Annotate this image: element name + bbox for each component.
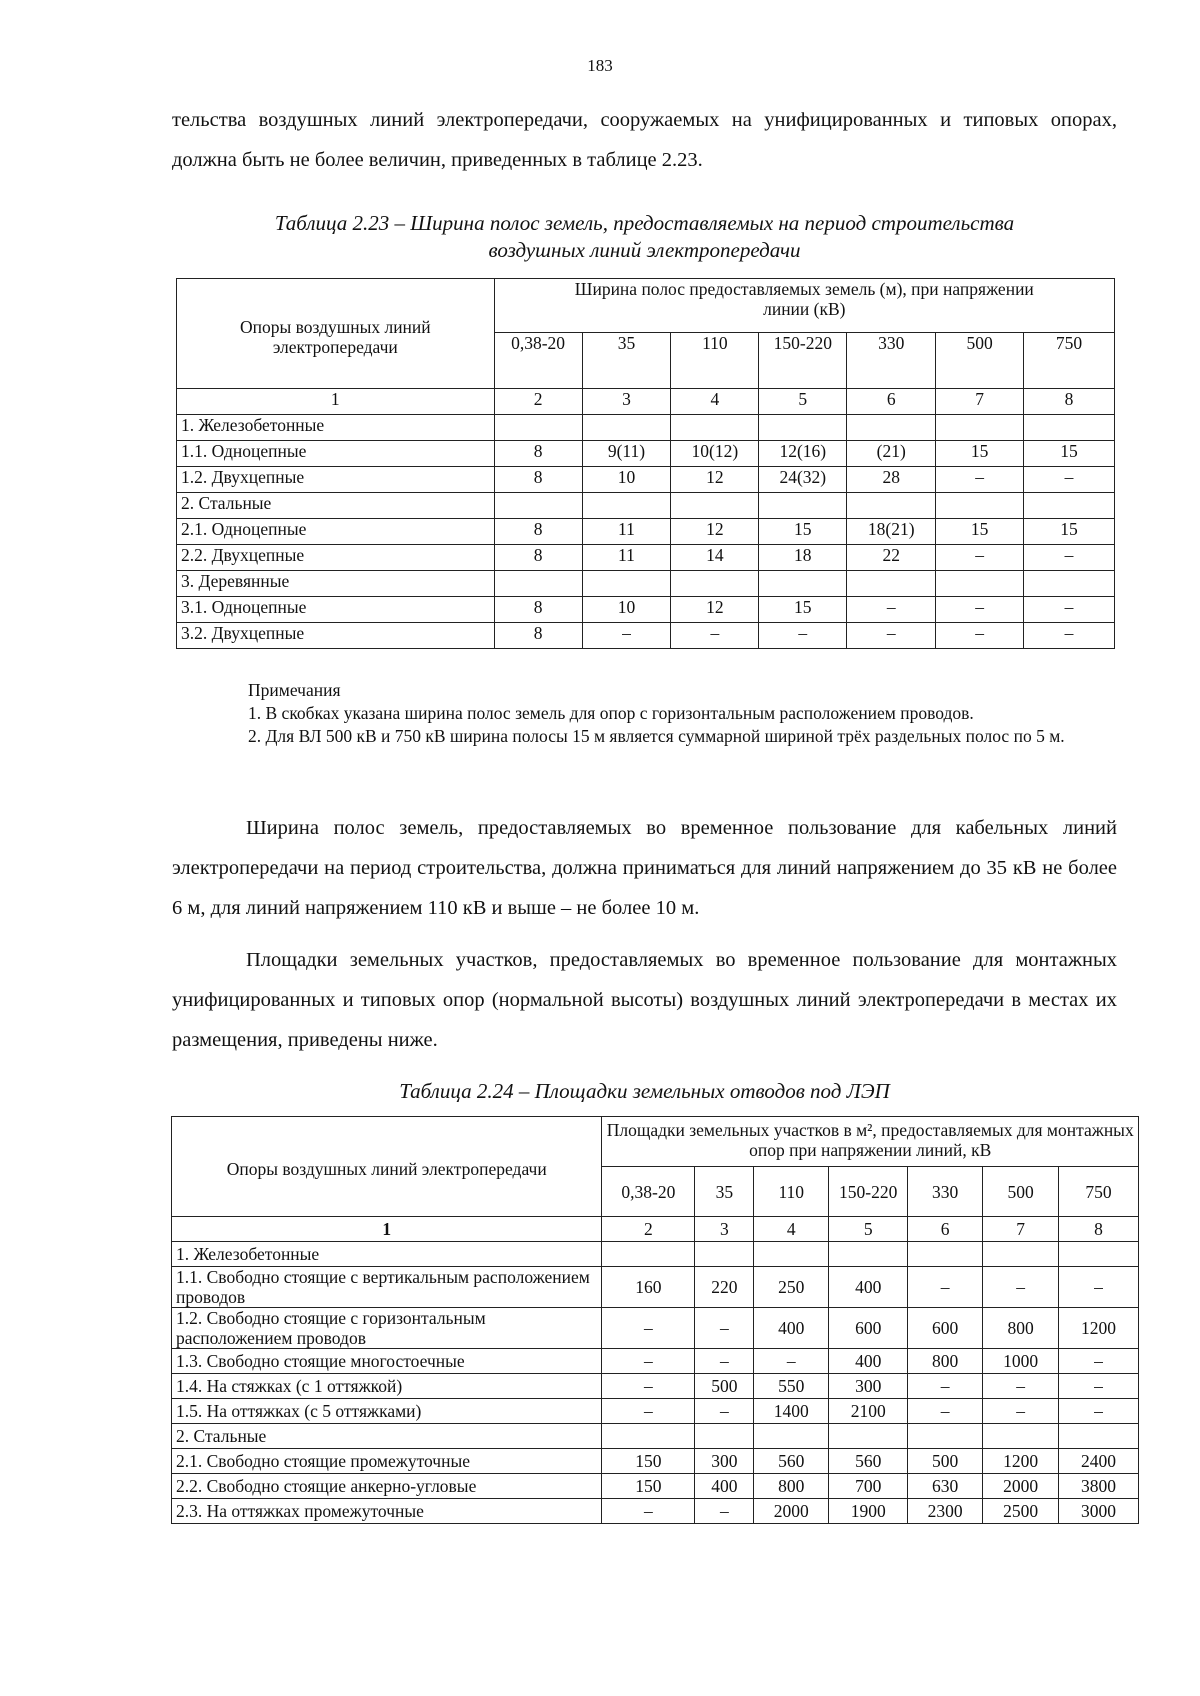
table-cell: [908, 1424, 983, 1449]
table-cell: 8: [494, 467, 582, 493]
row-label: 1.4. На стяжках (с 1 оттяжкой): [172, 1374, 602, 1399]
table-cell: [695, 1242, 754, 1267]
table-cell: –: [1059, 1349, 1139, 1374]
table-cell: 2300: [908, 1499, 983, 1524]
table-cell: 12: [671, 519, 759, 545]
table-cell: –: [1024, 467, 1115, 493]
table-cell: –: [936, 597, 1024, 623]
table-row: [172, 1449, 1139, 1474]
table-cell: 12: [671, 597, 759, 623]
table-row: [172, 1308, 1139, 1349]
table-cell: –: [847, 597, 936, 623]
t1-column-number: 2: [494, 389, 582, 415]
table1-header-group: Ширина полос предоставляемых земель (м), при напряжении линии (кВ): [494, 279, 1114, 333]
t2-column-number: 3: [695, 1217, 754, 1242]
table-cell: 400: [829, 1349, 908, 1374]
table-cell: [602, 1242, 695, 1267]
table-row: [177, 623, 1115, 649]
t2-column-number: 1: [172, 1217, 602, 1242]
table-cell: [759, 571, 847, 597]
table1-caption-line1: Таблица 2.23 – Ширина полос земель, предоставляемых на период строительства: [274, 211, 1015, 235]
row-label: 2.2. Свободно стоящие анкерно-угловые: [172, 1474, 602, 1499]
table-cell: [983, 1424, 1059, 1449]
t1-voltage-header: 750: [1024, 333, 1115, 389]
table-cell: 400: [829, 1267, 908, 1308]
table-land-strip-width: [176, 278, 1115, 649]
table-cell: 1400: [754, 1399, 829, 1424]
t2-column-number: 8: [1059, 1217, 1139, 1242]
table-cell: [759, 415, 847, 441]
table-cell: [1059, 1242, 1139, 1267]
table-cell: [1024, 571, 1115, 597]
table-row: [177, 415, 1115, 441]
table-cell: –: [1024, 597, 1115, 623]
row-label: 3.1. Одноцепные: [177, 597, 495, 623]
t1-voltage-header: 110: [671, 333, 759, 389]
t1-voltage-header: 150-220: [759, 333, 847, 389]
table-cell: –: [847, 623, 936, 649]
table-cell: –: [983, 1267, 1059, 1308]
t2-voltage-header: 110: [754, 1167, 829, 1217]
row-label: 2.1. Свободно стоящие промежуточные: [172, 1449, 602, 1474]
table-cell: 11: [582, 519, 671, 545]
table1-caption-line2: воздушных линий электропередачи: [488, 238, 801, 262]
table-cell: 550: [754, 1374, 829, 1399]
table2-caption: Таблица 2.24 – Площадки земельных отводов под ЛЭП: [399, 1079, 890, 1103]
row-label: 2.2. Двухцепные: [177, 545, 495, 571]
table-cell: 8: [494, 441, 582, 467]
table-cell: –: [908, 1267, 983, 1308]
table-cell: –: [695, 1349, 754, 1374]
table-cell: –: [602, 1308, 695, 1349]
table-row: [177, 467, 1115, 493]
table-cell: –: [602, 1499, 695, 1524]
table-cell: [754, 1242, 829, 1267]
table-cell: [671, 571, 759, 597]
table-cell: [602, 1424, 695, 1449]
paragraph-cable-lines: Ширина полос земель, предоставляемых во временное пользование для кабельных линий электропередачи на период строительства, должна приниматься для линий напряжением до 35 кВ не более 6 м, для линий напряжением 110 кВ и выше – не более 10 м.: [172, 817, 1117, 919]
row-label: 1.2. Свободно стоящие с горизонтальным расположением проводов: [172, 1308, 602, 1349]
t2-column-number: 4: [754, 1217, 829, 1242]
table-row: [172, 1267, 1139, 1308]
table-cell: 1000: [983, 1349, 1059, 1374]
table-cell: [847, 571, 936, 597]
table-cell: 15: [1024, 441, 1115, 467]
table-cell: 15: [759, 519, 847, 545]
paragraph-sites: Площадки земельных участков, предоставляемых во временное пользование для монтажных унифицированных и типовых опор (нормальной высоты) воздушных линий электропередачи в местах их размещения, приведены ниже.: [172, 949, 1117, 1051]
table-cell: [671, 493, 759, 519]
table-cell: 8: [494, 519, 582, 545]
table-cell: [829, 1242, 908, 1267]
table-cell: 8: [494, 545, 582, 571]
table-cell: –: [695, 1308, 754, 1349]
table-cell: 560: [829, 1449, 908, 1474]
table2-header-group: Площадки земельных участков в м², предоставляемых для монтажных опор при напряжении линий, кВ: [602, 1117, 1139, 1167]
table-cell: –: [602, 1349, 695, 1374]
table-cell: 600: [908, 1308, 983, 1349]
row-label: 2. Стальные: [177, 493, 495, 519]
table-cell: 9(11): [582, 441, 671, 467]
table-cell: 500: [695, 1374, 754, 1399]
table-cell: 700: [829, 1474, 908, 1499]
table-row: [177, 545, 1115, 571]
row-label: 2.3. На оттяжках промежуточные: [172, 1499, 602, 1524]
table-cell: 28: [847, 467, 936, 493]
table-cell: 8: [494, 597, 582, 623]
t1-column-number: 6: [847, 389, 936, 415]
row-label: 1.5. На оттяжках (с 5 оттяжками): [172, 1399, 602, 1424]
table-cell: [1024, 415, 1115, 441]
row-label: 3. Деревянные: [177, 571, 495, 597]
row-label: 3.2. Двухцепные: [177, 623, 495, 649]
table1-caption: [172, 210, 1117, 264]
t2-voltage-header: 500: [983, 1167, 1059, 1217]
table-row: [177, 519, 1115, 545]
table2-header-supports: Опоры воздушных линий электропередачи: [172, 1117, 602, 1217]
t1-column-number: 1: [177, 389, 495, 415]
table-cell: 300: [695, 1449, 754, 1474]
table-cell: 800: [908, 1349, 983, 1374]
table-cell: [582, 571, 671, 597]
table-cell: –: [1059, 1399, 1139, 1424]
table-cell: 150: [602, 1474, 695, 1499]
t1-column-number: 8: [1024, 389, 1115, 415]
row-label: 2.1. Одноцепные: [177, 519, 495, 545]
table-cell: 15: [759, 597, 847, 623]
table-cell: 500: [908, 1449, 983, 1474]
t2-column-number: 6: [908, 1217, 983, 1242]
table-cell: 10: [582, 597, 671, 623]
t2-voltage-header: 35: [695, 1167, 754, 1217]
table-cell: 2000: [754, 1499, 829, 1524]
table-row: [172, 1399, 1139, 1424]
table-cell: [695, 1424, 754, 1449]
table-cell: [582, 493, 671, 519]
note-1: 1. В скобках указана ширина полос земель для опор с горизонтальным расположением проводов.: [248, 703, 974, 723]
table-cell: 12(16): [759, 441, 847, 467]
table-cell: –: [695, 1399, 754, 1424]
table-cell: [1059, 1424, 1139, 1449]
table-cell: [829, 1424, 908, 1449]
table-row: [172, 1349, 1139, 1374]
table-cell: –: [1059, 1374, 1139, 1399]
table-cell: [494, 493, 582, 519]
t2-column-number: 5: [829, 1217, 908, 1242]
t2-column-number: 2: [602, 1217, 695, 1242]
t2-voltage-header: 150-220: [829, 1167, 908, 1217]
table-cell: –: [759, 623, 847, 649]
row-label: 1.3. Свободно стоящие многостоечные: [172, 1349, 602, 1374]
table-row: [177, 597, 1115, 623]
table-cell: [847, 493, 936, 519]
table-row: [172, 1424, 1139, 1449]
table-cell: [494, 571, 582, 597]
row-label: 1.1. Свободно стоящие с вертикальным расположением проводов: [172, 1267, 602, 1308]
table-cell: –: [582, 623, 671, 649]
table-cell: 160: [602, 1267, 695, 1308]
table-cell: 18: [759, 545, 847, 571]
table-cell: 600: [829, 1308, 908, 1349]
table-cell: –: [983, 1374, 1059, 1399]
table-land-allotment-sites: [171, 1116, 1139, 1524]
table-cell: 220: [695, 1267, 754, 1308]
table-cell: 12: [671, 467, 759, 493]
row-label: 1. Железобетонные: [172, 1242, 602, 1267]
notes-heading: Примечания: [248, 680, 341, 700]
table-cell: 10: [582, 467, 671, 493]
table-cell: –: [1059, 1267, 1139, 1308]
table-row: [177, 571, 1115, 597]
table-cell: [494, 415, 582, 441]
t1-voltage-header: 0,38-20: [494, 333, 582, 389]
table1-notes: [172, 680, 1117, 746]
table-cell: [936, 415, 1024, 441]
table-cell: 8: [494, 623, 582, 649]
table-cell: –: [602, 1374, 695, 1399]
page-number: 183: [587, 56, 613, 75]
note-2: 2. Для ВЛ 500 кВ и 750 кВ ширина полосы 15 м является суммарной шириной трёх раздельных полос по 5 м.: [248, 726, 1065, 746]
table-cell: 2400: [1059, 1449, 1139, 1474]
table-cell: [847, 415, 936, 441]
t2-voltage-header: 0,38-20: [602, 1167, 695, 1217]
table-row: [172, 1374, 1139, 1399]
table-cell: [936, 571, 1024, 597]
table-cell: 400: [754, 1308, 829, 1349]
table-cell: 14: [671, 545, 759, 571]
table-cell: –: [754, 1349, 829, 1374]
row-label: 2. Стальные: [172, 1424, 602, 1449]
t1-column-number: 4: [671, 389, 759, 415]
table-cell: 630: [908, 1474, 983, 1499]
row-label: 1.1. Одноцепные: [177, 441, 495, 467]
t1-voltage-header: 35: [582, 333, 671, 389]
table-cell: –: [1024, 623, 1115, 649]
table-row: [177, 493, 1115, 519]
table-cell: [754, 1424, 829, 1449]
table-cell: 800: [983, 1308, 1059, 1349]
table-cell: 2000: [983, 1474, 1059, 1499]
t1-voltage-header: 500: [936, 333, 1024, 389]
table-cell: [582, 415, 671, 441]
table-cell: 150: [602, 1449, 695, 1474]
table-cell: 800: [754, 1474, 829, 1499]
table-cell: 18(21): [847, 519, 936, 545]
table-cell: [759, 493, 847, 519]
table-cell: 1200: [983, 1449, 1059, 1474]
table-cell: 24(32): [759, 467, 847, 493]
t1-column-number: 7: [936, 389, 1024, 415]
table-cell: 11: [582, 545, 671, 571]
table-cell: –: [936, 623, 1024, 649]
table-row: [172, 1474, 1139, 1499]
table-cell: [908, 1242, 983, 1267]
t1-voltage-header: 330: [847, 333, 936, 389]
table-cell: [671, 415, 759, 441]
table-cell: 560: [754, 1449, 829, 1474]
table-cell: [936, 493, 1024, 519]
table-row: [177, 441, 1115, 467]
table-cell: 2500: [983, 1499, 1059, 1524]
table-cell: –: [936, 545, 1024, 571]
table-cell: 22: [847, 545, 936, 571]
table-cell: 300: [829, 1374, 908, 1399]
table-cell: –: [908, 1374, 983, 1399]
table-cell: 1900: [829, 1499, 908, 1524]
table1-header-supports: Опоры воздушных линий электропередачи: [177, 279, 495, 389]
t2-voltage-header: 330: [908, 1167, 983, 1217]
table-cell: 15: [1024, 519, 1115, 545]
table-row: [172, 1499, 1139, 1524]
table-cell: 250: [754, 1267, 829, 1308]
table-cell: –: [1024, 545, 1115, 571]
table-cell: 3000: [1059, 1499, 1139, 1524]
table-cell: –: [936, 467, 1024, 493]
table-cell: –: [695, 1499, 754, 1524]
table-cell: 400: [695, 1474, 754, 1499]
table-cell: 1200: [1059, 1308, 1139, 1349]
table-cell: [983, 1242, 1059, 1267]
row-label: 1.2. Двухцепные: [177, 467, 495, 493]
t1-column-number: 3: [582, 389, 671, 415]
table-cell: (21): [847, 441, 936, 467]
t2-voltage-header: 750: [1059, 1167, 1139, 1217]
table-cell: 3800: [1059, 1474, 1139, 1499]
table-cell: 10(12): [671, 441, 759, 467]
table-cell: 15: [936, 441, 1024, 467]
table-cell: –: [908, 1399, 983, 1424]
table-cell: –: [671, 623, 759, 649]
t2-column-number: 7: [983, 1217, 1059, 1242]
table-cell: –: [983, 1399, 1059, 1424]
table-row: [172, 1242, 1139, 1267]
row-label: 1. Железобетонные: [177, 415, 495, 441]
t1-column-number: 5: [759, 389, 847, 415]
table-cell: 2100: [829, 1399, 908, 1424]
intro-paragraph: тельства воздушных линий электропередачи, сооружаемых на унифицированных и типовых опорах, должна быть не более величин, приведенных в таблице 2.23.: [172, 109, 1117, 171]
table-cell: –: [602, 1399, 695, 1424]
table-cell: [1024, 493, 1115, 519]
table-cell: 15: [936, 519, 1024, 545]
